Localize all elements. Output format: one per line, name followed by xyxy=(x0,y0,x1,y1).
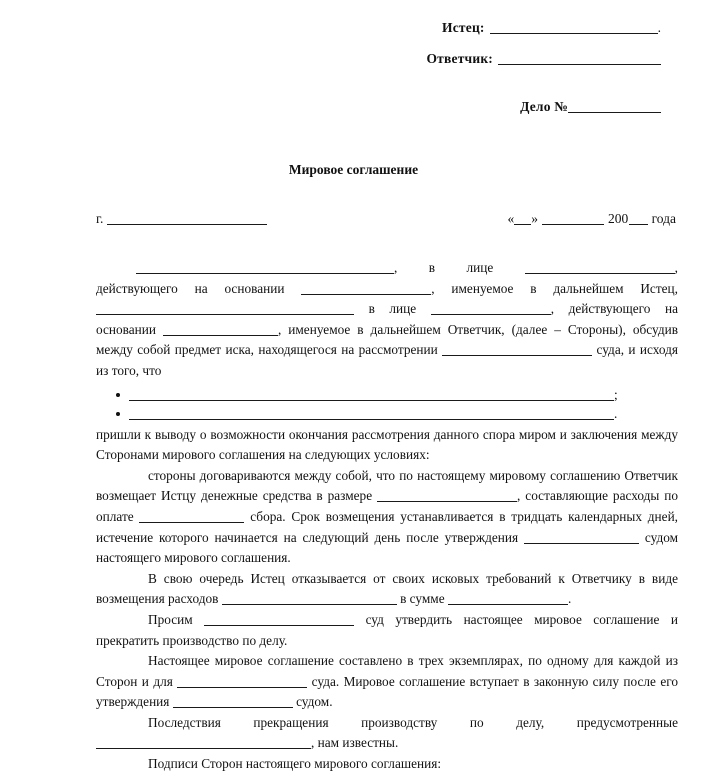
settlement-text-1: стороны договариваются между собой, что по настоящему мировому соглашению Ответчик возмещает Истцу денежные средства в размере xyxy=(96,467,678,504)
waiver-sum-blank[interactable] xyxy=(448,604,568,605)
plaintiff-blank-field[interactable] xyxy=(490,33,658,34)
plaintiff-representative-blank[interactable] xyxy=(525,273,675,274)
parties-paragraph xyxy=(96,258,678,382)
bullet-punctuation-1: ; xyxy=(614,386,618,402)
plaintiff-trailing-punctuation: . xyxy=(657,20,661,35)
parties-text-5: , действующего на основании xyxy=(96,301,679,337)
fee-type-blank[interactable] xyxy=(139,522,244,523)
parties-text-6: , именуемое в дальнейшем Ответчик, (далее – Стороны), обсудив между собой предмет иска, находящегося на рассмотрении xyxy=(96,321,678,358)
request-text-2: суд утвердить настоящее мировое соглашение и прекратить производство по делу. xyxy=(96,611,678,648)
defendant-entity-blank[interactable] xyxy=(96,314,354,315)
signatures-heading: Подписи Сторон настоящего мирового соглашения: xyxy=(148,756,442,772)
parties-text-4: в лице xyxy=(368,301,417,317)
city-field-group xyxy=(96,211,267,227)
document-header xyxy=(0,12,707,122)
court-name-blank-1[interactable] xyxy=(442,355,592,356)
plaintiff-label: Истец: xyxy=(442,20,485,35)
plaintiff-authority-blank[interactable] xyxy=(301,294,431,295)
copies-paragraph xyxy=(96,651,678,713)
year-blank-field[interactable] xyxy=(629,224,648,225)
copies-court-blank[interactable] xyxy=(177,687,307,688)
defendant-blank-field[interactable] xyxy=(498,64,661,65)
settlement-terms-paragraph xyxy=(96,466,678,569)
request-paragraph xyxy=(96,610,678,651)
parties-text-3: , именуемое в дальнейшем Истец, xyxy=(431,280,678,296)
day-blank-field[interactable] xyxy=(514,224,531,225)
city-prefix-label: г. xyxy=(96,211,104,226)
consequences-text-1: Последствия прекращения производству по делу, предусмотренные xyxy=(148,714,678,730)
bullet-punctuation-2: . xyxy=(614,405,618,421)
parties-text-2: , действующего на основании xyxy=(96,260,678,296)
waiver-expenses-blank[interactable] xyxy=(222,604,397,605)
settlement-text-3: сбора. Срок возмещения устанавливается в тридцать календарных дней, истечение которого начинается на следующий день после утверждения xyxy=(96,508,679,545)
date-field-group xyxy=(507,211,676,227)
plaintiff-entity-blank[interactable] xyxy=(136,273,394,274)
case-number-row xyxy=(0,91,661,122)
city-blank-field[interactable] xyxy=(107,224,267,225)
copies-text-2: суда. Мировое соглашение вступает в законную силу после его утверждения xyxy=(96,673,678,710)
place-and-date-row xyxy=(96,211,676,227)
copies-text-3: судом. xyxy=(296,694,333,710)
list-item xyxy=(96,385,678,404)
defendant-representative-blank[interactable] xyxy=(431,314,551,315)
plaintiff-row xyxy=(0,12,661,43)
waiver-paragraph xyxy=(96,569,678,610)
condition-blank-1[interactable] xyxy=(129,400,614,401)
quote-close: » xyxy=(531,211,538,226)
case-number-label: Дело № xyxy=(520,99,568,114)
request-court-blank[interactable] xyxy=(204,625,354,626)
year-prefix-label: 200 xyxy=(607,211,629,226)
condition-blank-2[interactable] xyxy=(129,419,614,420)
quote-open: « xyxy=(507,211,515,226)
consequences-statute-blank[interactable] xyxy=(96,748,311,749)
consequences-paragraph xyxy=(96,713,678,754)
parties-text-1: , в лице xyxy=(394,260,494,275)
settlement-text-2: , составляющие расходы по оплате xyxy=(96,488,678,524)
waiver-text-2: в сумме xyxy=(400,591,445,607)
document-body xyxy=(96,258,678,775)
defendant-authority-blank[interactable] xyxy=(163,335,278,336)
settlement-text-4: судом настоящего мирового соглашения. xyxy=(96,529,679,566)
conclusion-paragraph: пришли к выводу о возможности окончания рассмотрения данного спора миром и заключения между Сторонами мирового соглашения на следующих условиях: xyxy=(96,426,678,463)
page-title: Мировое соглашение xyxy=(288,162,419,177)
conditions-bullet-list xyxy=(96,385,678,423)
parties-text-7: суда, и исходя из того, что xyxy=(96,342,679,378)
year-suffix-label: года xyxy=(651,211,676,226)
court-name-blank-2[interactable] xyxy=(524,543,639,544)
approval-court-blank[interactable] xyxy=(173,707,293,708)
request-text-1: Просим xyxy=(148,611,193,627)
defendant-row xyxy=(0,43,661,74)
waiver-text-1: В свою очередь Истец отказывается от своих исковых требований к Ответчику в виде возмещения расходов xyxy=(96,570,678,607)
settlement-amount-blank[interactable] xyxy=(377,501,517,502)
list-item xyxy=(96,404,678,423)
defendant-label: Ответчик: xyxy=(426,51,493,66)
consequences-text-2: , нам известны. xyxy=(311,735,399,751)
copies-text-1: Настоящее мировое соглашение составлено в трех экземплярах, по одному для каждой из Сторон и для xyxy=(96,653,678,689)
waiver-text-3: . xyxy=(567,591,572,607)
case-number-blank-field[interactable] xyxy=(568,112,661,113)
month-blank-field[interactable] xyxy=(542,224,604,225)
